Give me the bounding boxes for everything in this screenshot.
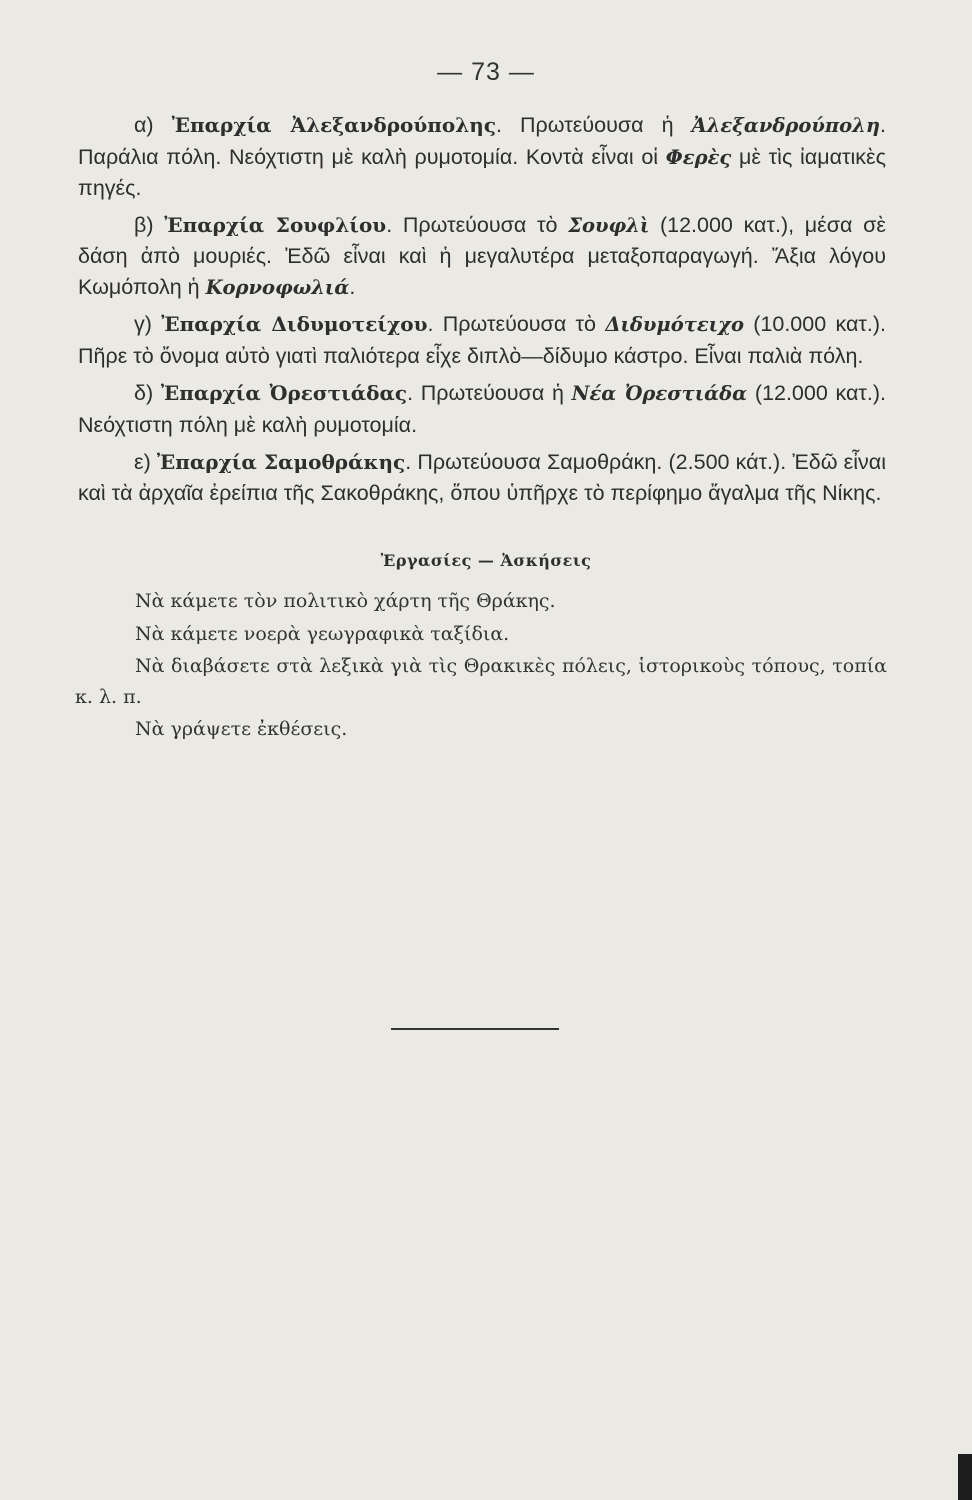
paragraph-orestiada — [78, 378, 886, 441]
paragraph-text: . — [349, 274, 356, 299]
exercises-list — [75, 586, 887, 747]
body-text — [78, 110, 886, 515]
paragraph-heading: Ἐπαρχία Διδυμοτείχου — [161, 312, 428, 336]
capital-name: Διδυμότειχο — [605, 313, 744, 336]
paragraph-text: (10.000 κατ.). Πῆρε τὸ ὄνομα αὐτὸ γιατὶ παλιότερα εἶχε διπλὸ—δίδυμο κάστρο. Εἶναι παλιὰ πόλη. — [78, 312, 887, 368]
paragraph-label: α) — [134, 113, 172, 137]
paragraph-text: . Πρωτεύουσα Σαμοθράκη. (2.500 κάτ.). Ἐδῶ εἶναι καὶ τὰ ἀρχαῖα ἐρείπια τῆς Σακοθράκης, ὅπου ὑπῆρχε τὸ περίφημο ἄγαλμα τῆς Νίκης. — [78, 450, 886, 505]
paragraph-alexandroupoli — [78, 110, 886, 204]
paragraph-heading: Ἐπαρχία Ὀρεστιάδας — [160, 381, 408, 405]
paragraph-text: . Πρωτεύουσα τὸ — [386, 212, 569, 237]
paragraph-heading: Ἐπαρχία Σουφλίου — [164, 212, 387, 237]
paragraph-text: . Παράλια πόλη. Νεόχτιστη μὲ καλὴ ρυμοτομία. Κοντὰ εἶναι οἱ — [78, 113, 886, 169]
exercise-item: Νὰ κάμετε νοερὰ γεωγραφικὰ ταξίδια. — [135, 622, 510, 645]
paragraph-text: (12.000 κατ.), μέσα σὲ δάση ἀπὸ μουριές. Ἐδῶ εἶναι καὶ ἡ μεγαλυτέρα μεταξοπαραγωγή. Ἄξια λόγου Κωμόπολη ἡ — [78, 212, 886, 299]
paragraph-label: β) — [134, 212, 165, 237]
paragraph-label: ε) — [134, 450, 157, 474]
capital-name: Σουφλὶ — [568, 213, 650, 237]
place-name: Κορνοφωλιά — [205, 275, 350, 299]
paragraph-text: . Πρωτεύουσα τὸ — [427, 312, 606, 336]
exercise-item: Νὰ γράψετε ἐκθέσεις. — [135, 718, 348, 740]
capital-name: Ἀλεξανδρούπολη — [691, 114, 880, 137]
exercise-item: Νὰ κάμετε τὸν πολιτικὸ χάρτη τῆς Θράκης. — [135, 590, 556, 612]
paragraph-text: . Πρωτεύουσα ἡ — [407, 381, 572, 405]
paragraph-label: δ) — [134, 381, 161, 405]
paragraph-heading: Ἐπαρχία Σαμοθράκης — [156, 450, 406, 474]
paragraph-text: μὲ τὶς ἰαματικὲς πηγές. — [78, 144, 886, 200]
paragraph-text: (12.000 κατ.). Νεόχτιστη πόλη μὲ καλὴ ρυμοτομία. — [78, 381, 887, 437]
page-number: — 73 — — [437, 58, 535, 86]
paragraph-label: γ) — [134, 312, 162, 336]
paragraph-soufli — [78, 210, 886, 304]
paragraph-heading: Ἐπαρχία Ἀλεξανδρούπολης — [171, 113, 496, 137]
page-edge-mark — [958, 1454, 972, 1500]
exercises-heading: Ἐργασίες — Ἀσκήσεις — [380, 551, 592, 570]
place-name: Φερὲς — [665, 145, 732, 169]
paragraph-samothraki — [78, 447, 886, 509]
capital-name: Νέα Ὀρεστιάδα — [571, 382, 748, 405]
paragraph-text: . Πρωτεύουσα ἡ — [496, 113, 692, 137]
exercise-item: Νὰ διαβάσετε στὰ λεξικὰ γιὰ τὶς Θρακικὲς πόλεις, ἱστορικοὺς τόπους, τοπία κ. λ. π. — [75, 655, 887, 708]
paragraph-didymoteicho — [78, 309, 886, 372]
end-rule — [391, 1028, 559, 1030]
